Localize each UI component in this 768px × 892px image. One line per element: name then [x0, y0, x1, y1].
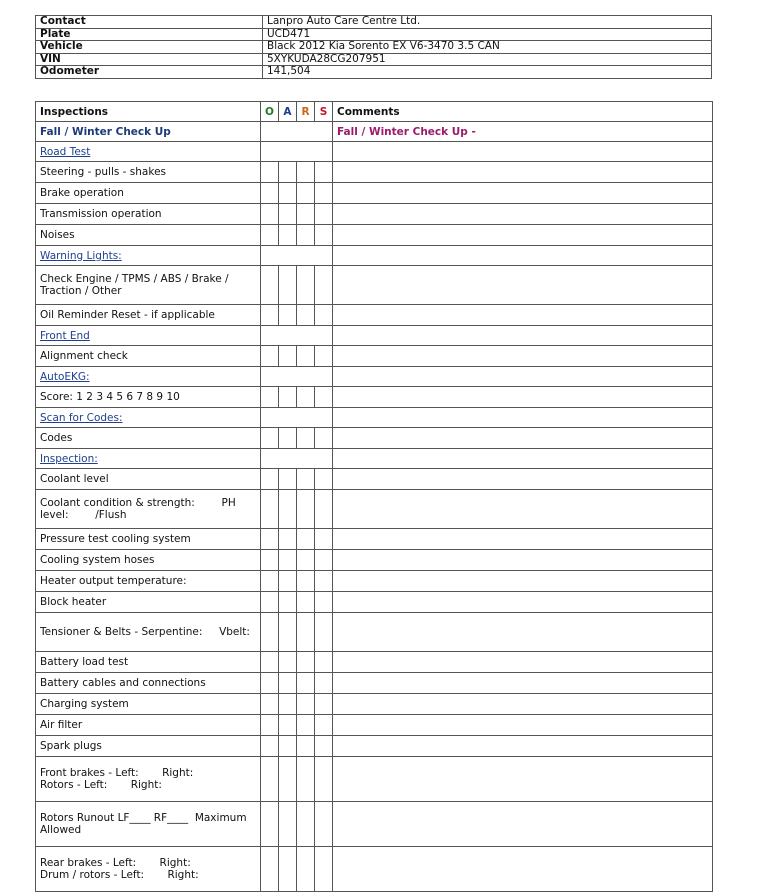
checkbox-a[interactable] [279, 802, 297, 847]
checkbox-a[interactable] [279, 571, 297, 592]
inspection-row [36, 736, 713, 757]
section-checks [261, 246, 333, 266]
checkbox-o[interactable] [261, 673, 279, 694]
info-label: VIN [36, 53, 263, 66]
checkbox-r[interactable] [297, 550, 315, 571]
checkbox-o[interactable] [261, 387, 279, 408]
checkbox-s[interactable] [315, 387, 333, 408]
checkbox-r[interactable] [297, 305, 315, 326]
section-label: Road Test [36, 142, 261, 162]
info-label: Odometer [36, 66, 263, 79]
info-value: UCD471 [263, 28, 712, 41]
inspection-row [36, 183, 713, 204]
checkbox-o[interactable] [261, 694, 279, 715]
inspection-label: Score: 1 2 3 4 5 6 7 8 9 10 [36, 387, 261, 408]
comment-cell[interactable] [333, 387, 713, 408]
checkbox-o[interactable] [261, 469, 279, 490]
checkbox-o[interactable] [261, 592, 279, 613]
info-value: 5XYKUDA28CG207951 [263, 53, 712, 66]
checkbox-r[interactable] [297, 757, 315, 802]
checkbox-o[interactable] [261, 757, 279, 802]
checkbox-s[interactable] [315, 469, 333, 490]
inspection-label: Steering - pulls - shakes [36, 162, 261, 183]
comment-cell[interactable] [333, 142, 713, 162]
inspection-row [36, 305, 713, 326]
comment-cell[interactable] [333, 550, 713, 571]
checkbox-s[interactable] [315, 266, 333, 305]
checkbox-s[interactable] [315, 757, 333, 802]
section-label: Scan for Codes: [36, 408, 261, 428]
inspection-label: Oil Reminder Reset - if applicable [36, 305, 261, 326]
o-header: O [261, 102, 279, 122]
checkbox-r[interactable] [297, 571, 315, 592]
checkbox-a[interactable] [279, 346, 297, 367]
section-label: Warning Lights: [36, 246, 261, 266]
section-row [36, 408, 713, 428]
checkbox-a[interactable] [279, 225, 297, 246]
checkbox-r[interactable] [297, 490, 315, 529]
comment-cell[interactable] [333, 652, 713, 673]
checkbox-o[interactable] [261, 225, 279, 246]
checkbox-o[interactable] [261, 183, 279, 204]
inspection-row [36, 266, 713, 305]
inspection-label: Battery cables and connections [36, 673, 261, 694]
inspection-label: Tensioner & Belts - Serpentine: Vbelt: [36, 613, 261, 652]
checkbox-a[interactable] [279, 652, 297, 673]
inspection-label: Check Engine / TPMS / ABS / Brake / Traction / Other [36, 266, 261, 305]
checkbox-r[interactable] [297, 387, 315, 408]
inspection-row [36, 550, 713, 571]
inspection-row [36, 802, 713, 847]
checkbox-o[interactable] [261, 490, 279, 529]
checkbox-a[interactable] [279, 162, 297, 183]
inspection-row [36, 204, 713, 225]
comment-cell[interactable] [333, 847, 713, 892]
title-row [36, 122, 713, 142]
checkbox-a[interactable] [279, 757, 297, 802]
info-row [36, 41, 712, 54]
comment-cell[interactable] [333, 428, 713, 449]
checkbox-a[interactable] [279, 550, 297, 571]
checkbox-a[interactable] [279, 469, 297, 490]
info-label: Plate [36, 28, 263, 41]
checkbox-s[interactable] [315, 529, 333, 550]
inspection-row [36, 162, 713, 183]
comment-cell[interactable] [333, 673, 713, 694]
inspection-label: Codes [36, 428, 261, 449]
checkbox-s[interactable] [315, 571, 333, 592]
section-checks [261, 449, 333, 469]
inspection-label: Spark plugs [36, 736, 261, 757]
comment-cell[interactable] [333, 183, 713, 204]
info-label: Contact [36, 16, 263, 29]
comment-cell[interactable] [333, 246, 713, 266]
inspection-row [36, 715, 713, 736]
checkbox-o[interactable] [261, 715, 279, 736]
title-checks [261, 122, 333, 142]
checkbox-o[interactable] [261, 847, 279, 892]
inspection-label: Cooling system hoses [36, 550, 261, 571]
checkbox-s[interactable] [315, 613, 333, 652]
checkbox-o[interactable] [261, 652, 279, 673]
comment-cell[interactable] [333, 490, 713, 529]
inspection-row [36, 490, 713, 529]
checkbox-o[interactable] [261, 571, 279, 592]
comment-cell[interactable] [333, 529, 713, 550]
comment-cell[interactable] [333, 449, 713, 469]
section-label: Front End [36, 326, 261, 346]
inspection-label: Transmission operation [36, 204, 261, 225]
checkbox-r[interactable] [297, 428, 315, 449]
checkbox-r[interactable] [297, 736, 315, 757]
comment-cell[interactable] [333, 736, 713, 757]
comment-cell[interactable] [333, 367, 713, 387]
comment-cell[interactable] [333, 204, 713, 225]
comment-cell[interactable] [333, 757, 713, 802]
info-row [36, 53, 712, 66]
checkbox-o[interactable] [261, 736, 279, 757]
checkbox-a[interactable] [279, 613, 297, 652]
checkbox-r[interactable] [297, 673, 315, 694]
checkbox-a[interactable] [279, 204, 297, 225]
comment-cell[interactable] [333, 162, 713, 183]
inspection-label: Rotors Runout LF____ RF____ Maximum Allowed [36, 802, 261, 847]
checkbox-s[interactable] [315, 428, 333, 449]
inspection-row [36, 346, 713, 367]
inspection-row [36, 571, 713, 592]
comment-cell[interactable] [333, 346, 713, 367]
checkbox-s[interactable] [315, 694, 333, 715]
checkbox-r[interactable] [297, 694, 315, 715]
info-row [36, 16, 712, 29]
checkbox-s[interactable] [315, 550, 333, 571]
checkbox-r[interactable] [297, 346, 315, 367]
checkbox-r[interactable] [297, 469, 315, 490]
info-value: Lanpro Auto Care Centre Ltd. [263, 16, 712, 29]
section-label: AutoEKG: [36, 367, 261, 387]
section-checks [261, 408, 333, 428]
inspection-label: Coolant condition & strength: PH level: /Flush [36, 490, 261, 529]
checkbox-a[interactable] [279, 183, 297, 204]
checkbox-a[interactable] [279, 529, 297, 550]
checkbox-a[interactable] [279, 715, 297, 736]
checkbox-o[interactable] [261, 802, 279, 847]
inspection-row [36, 529, 713, 550]
inspection-row [36, 469, 713, 490]
checkbox-s[interactable] [315, 673, 333, 694]
inspection-label: Rear brakes - Left: Right: Drum / rotors - Left: Right: [36, 847, 261, 892]
checkbox-a[interactable] [279, 305, 297, 326]
checkbox-a[interactable] [279, 266, 297, 305]
checkbox-s[interactable] [315, 715, 333, 736]
checkbox-a[interactable] [279, 490, 297, 529]
checkbox-s[interactable] [315, 162, 333, 183]
section-row [36, 326, 713, 346]
checkbox-r[interactable] [297, 183, 315, 204]
info-value: 141,504 [263, 66, 712, 79]
comment-cell[interactable] [333, 802, 713, 847]
info-row [36, 66, 712, 79]
checkbox-s[interactable] [315, 847, 333, 892]
title-right: Fall / Winter Check Up - [333, 122, 713, 142]
section-row [36, 449, 713, 469]
section-checks [261, 367, 333, 387]
checkbox-s[interactable] [315, 346, 333, 367]
checkbox-a[interactable] [279, 387, 297, 408]
vehicle-info-table [35, 15, 712, 79]
inspection-row [36, 673, 713, 694]
inspection-row [36, 652, 713, 673]
checkbox-o[interactable] [261, 529, 279, 550]
checkbox-o[interactable] [261, 266, 279, 305]
inspection-label: Noises [36, 225, 261, 246]
r-header: R [297, 102, 315, 122]
comment-cell[interactable] [333, 225, 713, 246]
comment-cell[interactable] [333, 408, 713, 428]
comment-cell[interactable] [333, 613, 713, 652]
checkbox-s[interactable] [315, 225, 333, 246]
inspection-row [36, 613, 713, 652]
checkbox-s[interactable] [315, 592, 333, 613]
inspection-label: Charging system [36, 694, 261, 715]
info-value: Black 2012 Kia Sorento EX V6-3470 3.5 CAN [263, 41, 712, 54]
inspection-row [36, 225, 713, 246]
checkbox-o[interactable] [261, 162, 279, 183]
inspection-label: Battery load test [36, 652, 261, 673]
inspection-label: Air filter [36, 715, 261, 736]
checkbox-r[interactable] [297, 715, 315, 736]
inspection-row [36, 592, 713, 613]
checkbox-o[interactable] [261, 613, 279, 652]
inspection-label: Heater output temperature: [36, 571, 261, 592]
checkbox-s[interactable] [315, 204, 333, 225]
a-header: A [279, 102, 297, 122]
checkbox-r[interactable] [297, 529, 315, 550]
section-row [36, 367, 713, 387]
checkbox-a[interactable] [279, 428, 297, 449]
inspection-table [35, 101, 713, 892]
inspection-label: Block heater [36, 592, 261, 613]
checkbox-a[interactable] [279, 694, 297, 715]
checkbox-s[interactable] [315, 736, 333, 757]
inspections-header: Inspections [36, 102, 261, 122]
section-label: Inspection: [36, 449, 261, 469]
inspection-label: Front brakes - Left: Right: Rotors - Left: Right: [36, 757, 261, 802]
inspection-label: Brake operation [36, 183, 261, 204]
checkbox-r[interactable] [297, 204, 315, 225]
checkbox-r[interactable] [297, 802, 315, 847]
checkbox-o[interactable] [261, 346, 279, 367]
comments-header: Comments [333, 102, 713, 122]
inspection-label: Coolant level [36, 469, 261, 490]
section-checks [261, 326, 333, 346]
checkbox-s[interactable] [315, 490, 333, 529]
info-row [36, 28, 712, 41]
info-label: Vehicle [36, 41, 263, 54]
checkbox-r[interactable] [297, 592, 315, 613]
inspection-row [36, 694, 713, 715]
checkbox-o[interactable] [261, 550, 279, 571]
comment-cell[interactable] [333, 326, 713, 346]
inspection-label: Pressure test cooling system [36, 529, 261, 550]
checkbox-a[interactable] [279, 847, 297, 892]
s-header: S [315, 102, 333, 122]
column-header-row [36, 102, 713, 122]
comment-cell[interactable] [333, 694, 713, 715]
checkbox-r[interactable] [297, 847, 315, 892]
checkbox-s[interactable] [315, 305, 333, 326]
checkbox-r[interactable] [297, 652, 315, 673]
checkbox-r[interactable] [297, 162, 315, 183]
inspection-row [36, 757, 713, 802]
checkbox-r[interactable] [297, 613, 315, 652]
comment-cell[interactable] [333, 592, 713, 613]
checkbox-a[interactable] [279, 673, 297, 694]
checkbox-r[interactable] [297, 225, 315, 246]
checkbox-a[interactable] [279, 592, 297, 613]
checkbox-o[interactable] [261, 428, 279, 449]
inspection-row [36, 847, 713, 892]
checkbox-s[interactable] [315, 652, 333, 673]
comment-cell[interactable] [333, 571, 713, 592]
inspection-row [36, 428, 713, 449]
section-checks [261, 142, 333, 162]
checkbox-r[interactable] [297, 266, 315, 305]
section-row [36, 246, 713, 266]
comment-cell[interactable] [333, 305, 713, 326]
comment-cell[interactable] [333, 266, 713, 305]
inspection-label: Alignment check [36, 346, 261, 367]
checkbox-o[interactable] [261, 204, 279, 225]
checkbox-a[interactable] [279, 736, 297, 757]
checkbox-o[interactable] [261, 305, 279, 326]
section-row [36, 142, 713, 162]
inspection-row [36, 387, 713, 408]
comment-cell[interactable] [333, 715, 713, 736]
title-left: Fall / Winter Check Up [36, 122, 261, 142]
comment-cell[interactable] [333, 469, 713, 490]
checkbox-s[interactable] [315, 802, 333, 847]
checkbox-s[interactable] [315, 183, 333, 204]
